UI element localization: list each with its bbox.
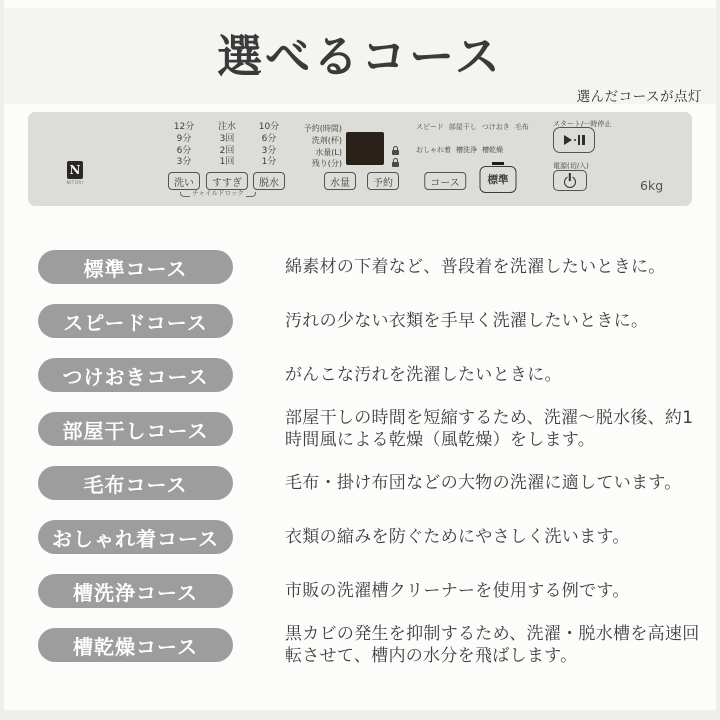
course-description: 綿素材の下着など、普段着を洗濯したいときに。 [285, 257, 666, 277]
rinse-option: 1回 [219, 157, 235, 168]
course-lamp-row [416, 122, 529, 132]
course-button[interactable]: コース [424, 172, 466, 190]
display-label: 洗剤(杯) [311, 135, 342, 145]
childlock-icon [392, 162, 399, 167]
wash-time-option: 12分 [173, 122, 195, 132]
rinse-option: 注水 [217, 122, 236, 132]
course-lamp-label: 部屋干し [448, 123, 477, 131]
standard-button[interactable]: 標準 [480, 166, 517, 193]
selected-course-indicator [492, 162, 504, 165]
childlock-label: チャイルドロック [192, 189, 244, 197]
wash-time-option: 9分 [176, 133, 192, 144]
wash-times-list [162, 122, 206, 169]
start-pause-button[interactable] [553, 127, 595, 153]
course-row [38, 304, 710, 338]
power-label: 電源(切/入) [553, 162, 589, 170]
spin-time-option: 1分 [261, 157, 277, 168]
course-description: 汚れの少ない衣類を手早く洗濯したいときに。 [285, 311, 649, 331]
course-lamp-label: スピード [416, 123, 444, 131]
power-icon [563, 173, 577, 188]
reserve-button[interactable]: 予約 [367, 172, 399, 190]
course-description: 毛布・掛け布団などの大物の洗濯に適しています。 [285, 473, 682, 493]
course-pill: スピードコース [38, 304, 233, 338]
brand-n-icon: N [67, 161, 83, 179]
brand-logo [66, 161, 84, 185]
dot-separator [574, 139, 576, 141]
course-row [38, 408, 710, 450]
course-lamp-row [416, 145, 529, 155]
course-pill: つけおきコース [38, 358, 233, 392]
course-lamp-label: つけおき [481, 123, 510, 131]
course-pill: 槽洗浄コース [38, 574, 233, 608]
display-label: 残り(分) [311, 159, 342, 169]
page-card [4, 0, 716, 710]
water-level-button[interactable]: 水量 [324, 172, 356, 190]
course-lamp-label: おしゃれ着 [416, 146, 451, 154]
spin-time-option: 10分 [258, 122, 280, 132]
page-title: 選べるコース [217, 30, 503, 83]
spin-time-option: 6分 [261, 133, 277, 144]
header-note: 選んだコースが点灯 [576, 89, 702, 105]
course-row [38, 624, 710, 666]
bracket-left-hook [180, 192, 190, 197]
course-pill: 標準コース [38, 250, 233, 284]
rinse-options-list [205, 122, 249, 169]
spin-button[interactable]: 脱水 [253, 172, 285, 190]
course-list [38, 250, 710, 682]
course-lamp-label: 毛布 [514, 123, 529, 131]
childlock-bracket [175, 189, 261, 197]
display-label: 水量(L) [315, 147, 342, 157]
power-button[interactable] [553, 170, 587, 191]
course-lamp-label: 槽乾燥 [482, 146, 503, 154]
course-description: 黒カビの発生を抑制するため、洗濯・脱水槽を高速回転させて、槽内の水分を飛ばします。 [285, 624, 700, 666]
display-screen [346, 132, 384, 165]
course-description: 市販の洗濯槽クリーナーを使用する例です。 [285, 581, 630, 601]
rinse-option: 2回 [219, 145, 235, 156]
capacity-label: 6kg [640, 178, 664, 193]
course-lamp-labels [416, 122, 529, 155]
course-lamp-label: 槽洗浄 [456, 146, 477, 154]
bracket-right-hook [246, 192, 256, 197]
control-panel [28, 112, 692, 206]
course-description: 部屋干しの時間を短縮するため、洗濯～脱水後、約1時間風による乾燥（風乾燥）をします。 [285, 408, 694, 450]
course-pill: 毛布コース [38, 466, 233, 500]
course-pill: 槽乾燥コース [38, 628, 233, 662]
course-row [38, 574, 710, 608]
spin-time-option: 3分 [261, 145, 277, 156]
course-row [38, 250, 710, 284]
start-pause-label: スタート/一時停止 [553, 120, 612, 128]
course-pill: おしゃれ着コース [38, 520, 233, 554]
display-label: 予約(時間) [303, 124, 342, 133]
course-pill: 部屋干しコース [38, 412, 233, 446]
course-row [38, 358, 710, 392]
rinse-button[interactable]: すすぎ [206, 172, 248, 190]
course-description: 衣類の縮みを防ぐためにやさしく洗います。 [285, 527, 630, 547]
childlock-icon [392, 150, 399, 155]
brand-caption: NITORI [66, 180, 84, 185]
wash-button[interactable]: 洗い [168, 172, 200, 190]
display-labels [280, 123, 342, 170]
play-icon [564, 135, 572, 145]
course-row [38, 466, 710, 500]
wash-time-option: 3分 [176, 157, 192, 168]
course-row [38, 520, 710, 554]
pause-icon [578, 135, 585, 145]
rinse-option: 3回 [219, 133, 235, 144]
course-description: がんこな汚れを洗濯したいときに。 [285, 365, 562, 385]
wash-time-option: 6分 [176, 145, 192, 156]
